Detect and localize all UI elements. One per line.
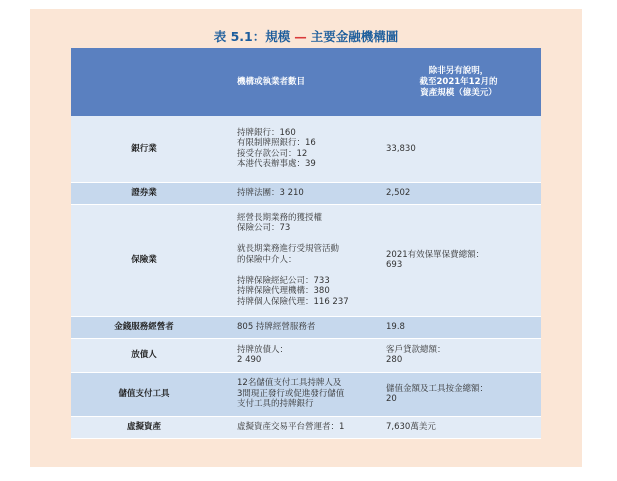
- assets-cell: [376, 116, 541, 182]
- header-sector: [71, 48, 217, 116]
- table-row: [71, 116, 541, 182]
- line-gap: [237, 234, 376, 245]
- table-row: [71, 316, 541, 338]
- institutions-cell: [217, 116, 376, 182]
- table-row: [71, 416, 541, 438]
- header-assets-line: 除非另有說明，: [428, 65, 489, 76]
- institutions-line: 本港代表辦事處：39: [237, 159, 316, 170]
- assets-line: 693: [386, 260, 403, 270]
- header-assets: [376, 48, 541, 116]
- table-number: 表 5.1：: [213, 29, 266, 44]
- sector-cell: 銀行業: [71, 116, 217, 182]
- sector-cell: 保險業: [71, 204, 217, 316]
- institutions-line: 虛擬資產交易平台營運者：1: [237, 421, 345, 432]
- assets-line: 19.8: [386, 321, 405, 332]
- assets-cell: [376, 372, 541, 416]
- institutions-cell: [217, 416, 376, 438]
- institutions-line: 805 持牌經營服務者: [237, 321, 316, 332]
- table-row: [71, 372, 541, 416]
- institutions-cell: [217, 204, 376, 316]
- assets-line: 7,630萬美元: [386, 421, 436, 432]
- institutions-line: 12名儲值支付工具持牌人及: [237, 378, 342, 389]
- assets-cell: [376, 316, 541, 338]
- sector-cell: 放債人: [71, 338, 217, 372]
- institutions-cell: [217, 316, 376, 338]
- institutions-line: 持牌放債人：: [237, 344, 289, 355]
- institutions-line: 的保險中介人：: [237, 254, 297, 265]
- assets-line: 儲值金額及工具按金總額：: [386, 383, 489, 394]
- sector-cell: 金錢服務經營者: [71, 316, 217, 338]
- assets-line: 33,830: [386, 143, 416, 154]
- table-row: [71, 204, 541, 316]
- assets-cell: [376, 182, 541, 204]
- title-first-part: 規模: [265, 29, 291, 44]
- table-title: [30, 28, 582, 46]
- assets-line: 280: [386, 355, 403, 365]
- institutions-line: 持牌銀行：160: [237, 127, 296, 138]
- assets-cell: [376, 204, 541, 316]
- sector-cell: 虛擬資產: [71, 416, 217, 438]
- table-row: [71, 338, 541, 372]
- assets-cell: [376, 338, 541, 372]
- institutions-line: 經營長期業務的獲授權: [237, 212, 323, 223]
- sector-cell: 儲值支付工具: [71, 372, 217, 416]
- institutions-line: 3間現正發行或促進發行儲值: [237, 388, 345, 399]
- title-second-part: 主要金融機構圖: [310, 29, 399, 44]
- assets-line: 2021有效保單保費總額：: [386, 249, 485, 260]
- institutions-cell: [217, 182, 376, 204]
- assets-line: 2,502: [386, 187, 411, 198]
- institutions-line: 持牌法團：3 210: [237, 187, 304, 198]
- header-assets-line: 截至2021年12月的: [419, 76, 498, 87]
- institutions-line: 持牌保險經紀公司：733: [237, 275, 330, 286]
- header-assets-line: 資產規模（億美元）: [420, 87, 497, 98]
- financial-institutions-table: [71, 48, 541, 439]
- institutions-line: 2 490: [237, 355, 262, 365]
- title-separator: —: [294, 29, 307, 44]
- institutions-line: 就長期業務進行受規管活動: [237, 244, 340, 255]
- assets-line: 20: [386, 394, 397, 404]
- table-row: [71, 182, 541, 204]
- institutions-line: 支付工具的持牌銀行: [237, 399, 314, 410]
- institutions-line: 持牌保險代理機構：380: [237, 286, 330, 297]
- table-panel: [30, 9, 582, 467]
- assets-line: 客戶貸款總額：: [386, 344, 446, 355]
- institutions-line: 保險公司：73: [237, 223, 291, 234]
- institutions-cell: [217, 338, 376, 372]
- sector-cell: 證券業: [71, 182, 217, 204]
- header-institutions: 機構或執業者數目: [217, 48, 376, 116]
- institutions-line: 有限制牌照銀行：16: [237, 138, 316, 149]
- institutions-line: 持牌個人保險代理：116 237: [237, 296, 349, 307]
- institutions-cell: [217, 372, 376, 416]
- line-gap: [237, 265, 376, 276]
- institutions-line: 接受存款公司：12: [237, 148, 308, 159]
- assets-cell: [376, 416, 541, 438]
- table-header-row: [71, 48, 541, 116]
